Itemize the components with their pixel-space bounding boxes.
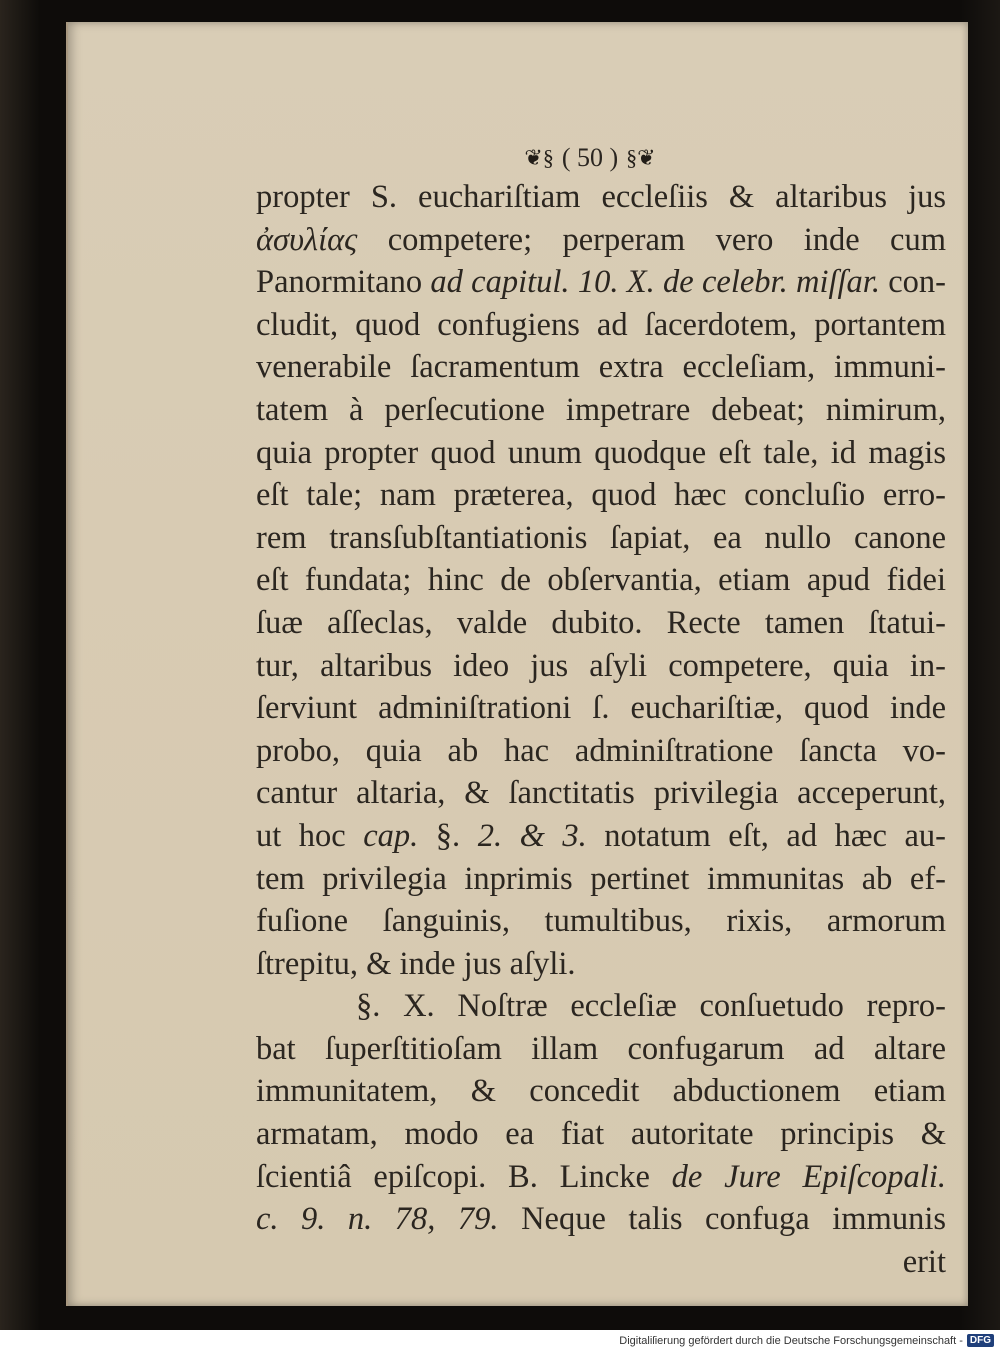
text-segment: erit (902, 1243, 946, 1280)
text-segment: propter S. euchariſtiam eccleſiis & altaribus jus (256, 179, 946, 215)
text-segment: Panormitano (256, 264, 431, 301)
italic-segment: de Jure Epiſcopali. (671, 1158, 946, 1195)
text-line (256, 1113, 946, 1156)
text-line (256, 1156, 946, 1199)
text-line (256, 346, 946, 389)
text-segment: notatum eſt, ad hæc au- (586, 817, 946, 854)
text-segment: §. (418, 817, 478, 854)
text-segment: Neque talis confuga immunis (498, 1201, 946, 1238)
text-segment: immunitatem, & concedit abductionem etiam (256, 1073, 946, 1110)
header-ornament-left: ❦§ (524, 145, 554, 170)
text-segment: ſerviunt adminiſtrationi ſ. euchariſtiæ, quod inde (256, 690, 946, 727)
italic-segment: ad capitul. 10. X. de celebr. miſſar. (430, 264, 880, 301)
text-line (256, 985, 946, 1028)
text-segment: tem privilegia inprimis pertinet immunitas ab ef- (256, 860, 946, 897)
text-segment: con- (879, 264, 946, 301)
text-line (256, 1028, 946, 1071)
text-segment: competere; perperam vero inde cum (357, 221, 946, 258)
text-line (256, 474, 946, 517)
text-segment: cantur altaria, & ſanctitatis privilegia acceperunt, (256, 775, 946, 812)
text-line (256, 219, 946, 262)
footer-credit: Digitaliſierung gefördert durch die Deutsche Forschungsgemeinschaft - (619, 1334, 963, 1347)
text-line (256, 772, 946, 815)
text-line (256, 1070, 946, 1113)
text-segment: tur, altaribus ideo jus aſyli competere, quia in- (256, 647, 946, 684)
italic-segment: ἀσυλίας (256, 221, 358, 258)
text-segment: quia propter quod unum quodque eſt tale, id magis (256, 434, 946, 471)
text-line (256, 176, 946, 219)
text-line (256, 517, 946, 560)
text-line (256, 432, 946, 475)
text-line (256, 602, 946, 645)
italic-segment: c. 9. n. 78, 79. (256, 1201, 499, 1238)
page-header (505, 140, 675, 176)
text-segment: ut hoc (256, 817, 364, 854)
text-line (256, 261, 946, 304)
text-segment: §. X. Noſtræ eccleſiæ conſuetudo repro- (356, 988, 946, 1025)
header-ornament-right: §❦ (626, 145, 656, 170)
text-segment: armatam, modo ea fiat autoritate principis & (256, 1116, 946, 1153)
italic-segment: cap. (363, 817, 419, 854)
text-segment: cludit, quod confugiens ad ſacerdotem, portantem (256, 306, 946, 343)
text-line (256, 815, 946, 858)
text-segment: venerabile ſacramentum extra eccleſiam, immuni- (256, 349, 946, 386)
text-segment: ſuæ aſſeclas, valde dubito. Recte tamen ſtatui- (256, 604, 946, 641)
text-segment: rem transſubſtantiationis ſapiat, ea nullo canone (256, 519, 946, 556)
text-line (256, 389, 946, 432)
text-segment: fuſione ſanguinis, tumultibus, rixis, armorum (256, 903, 946, 940)
text-line (256, 687, 946, 730)
text-line (256, 943, 946, 986)
page-number: ( 50 ) (561, 143, 619, 172)
page-text (256, 176, 946, 1283)
text-line (256, 1241, 946, 1284)
text-segment: tatem à perſecutione impetrare debeat; nimirum, (256, 391, 946, 428)
text-segment: probo, quia ab hac adminiſtratione ſancta vo- (256, 732, 946, 769)
text-line (256, 858, 946, 901)
text-line (256, 730, 946, 773)
text-segment: ſtrepitu, & inde jus aſyli. (256, 945, 576, 982)
text-line (256, 304, 946, 347)
text-segment: bat ſuperſtitioſam illam confugarum ad altare (256, 1030, 946, 1067)
text-segment: eſt tale; nam præterea, quod hæc concluſio erro- (256, 477, 946, 514)
text-line (256, 645, 946, 688)
italic-segment: 2. & 3. (477, 817, 587, 854)
text-line (256, 559, 946, 602)
text-segment: ſcientiâ epiſcopi. B. Lincke (256, 1158, 672, 1195)
dfg-logo: DFG (967, 1334, 994, 1347)
text-line (256, 1198, 946, 1241)
footer-bar (0, 1330, 1000, 1351)
text-segment: eſt fundata; hinc de obſervantia, etiam apud fidei (256, 562, 946, 599)
text-line (256, 900, 946, 943)
